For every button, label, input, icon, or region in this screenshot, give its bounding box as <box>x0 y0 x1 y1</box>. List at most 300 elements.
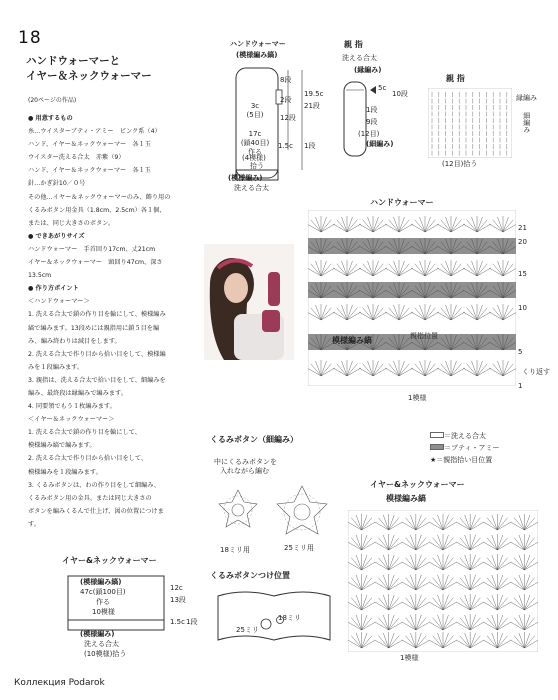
ear-chart-1mo: 1模様 <box>400 654 419 662</box>
hand-schematic-pattern: (模様編み縞) <box>236 51 278 59</box>
thumb-edge: (縁編み) <box>354 66 382 74</box>
fan-stitch <box>378 538 388 550</box>
fan-stitch <box>438 555 443 570</box>
fan-stitch <box>470 578 480 590</box>
fan-stitch <box>351 598 361 610</box>
instruction-line: その他…イヤー＆ネックウォーマーのみ、飾り用の <box>28 193 171 201</box>
fan-stitch <box>373 312 387 320</box>
fan-stitch <box>524 595 529 610</box>
fan-stitch <box>348 622 362 630</box>
fan-stitch <box>347 264 357 276</box>
fan-stitch <box>443 640 457 648</box>
fan-stitch <box>460 518 470 530</box>
fan-stitch <box>497 578 507 590</box>
thumb-main: (細編み) <box>366 140 394 148</box>
fan-stitch <box>441 364 451 376</box>
fan-stitch <box>415 220 425 232</box>
fan-stitch <box>470 615 475 630</box>
button-section <box>206 434 346 674</box>
button-18mm-label: 18ミリ用 <box>220 546 250 554</box>
fan-stitch <box>497 595 502 610</box>
fan-stitch <box>470 515 475 530</box>
fan-stitch <box>443 515 448 530</box>
fan-stitch <box>389 578 399 590</box>
fan-stitch <box>443 615 448 630</box>
fan-stitch <box>492 633 497 648</box>
fan-stitch <box>389 535 394 550</box>
instruction-line: 模様編み縞で編みます。 <box>28 442 96 450</box>
fan-stitch <box>463 268 477 276</box>
ear-13dan: 13段 <box>170 596 186 604</box>
fan-stitch <box>489 368 503 376</box>
fan-stitch <box>443 518 453 530</box>
fan-stitch <box>383 555 388 570</box>
fan-stitch <box>333 224 347 232</box>
fan-stitch <box>441 264 451 276</box>
thumb-chart-grid <box>428 88 512 158</box>
ear-schematic-pattern: (模様編み縞) <box>80 578 122 586</box>
fan-stitch <box>399 364 409 376</box>
fan-stitch <box>378 618 388 630</box>
page-title <box>26 54 152 84</box>
instruction-line: または、同じ大きさのボタン。 <box>28 219 115 227</box>
fan-stitch <box>524 555 529 570</box>
fan-stitch <box>437 368 451 376</box>
fan-stitch <box>433 618 443 630</box>
fan-stitch <box>463 368 477 376</box>
instructions <box>28 112 206 531</box>
fan-stitch <box>389 636 399 648</box>
fan-stitch <box>465 535 470 550</box>
fan-stitch <box>362 618 372 630</box>
fan-stitch <box>467 220 477 232</box>
fan-stitch <box>410 515 415 530</box>
fan-stitch <box>497 636 507 648</box>
fan-stitch <box>511 622 525 630</box>
fan-stitch <box>416 538 426 550</box>
label-3c: 3c <box>250 102 260 110</box>
fan-stitch <box>497 575 502 590</box>
fan-stitch <box>470 575 475 590</box>
fan-stitch <box>493 220 503 232</box>
fan-stitch <box>472 261 477 276</box>
fan-stitch <box>342 361 347 376</box>
fan-stitch <box>524 578 534 590</box>
fan-stitch <box>416 558 426 570</box>
fan-stitch <box>363 364 373 376</box>
fan-stitch <box>333 312 347 320</box>
title-line-2: イヤー＆ネックウォーマー <box>26 70 152 83</box>
fan-stitch <box>460 636 470 648</box>
instruction-line: ＜イヤー＆ネックウォーマー＞ <box>28 416 115 424</box>
fan-stitch <box>389 622 403 630</box>
instruction-line: 2. 洗える合太で作り目から拾い目をして、 <box>28 455 148 463</box>
fan-stitch <box>429 622 443 630</box>
legend-swatch-2 <box>430 444 444 450</box>
fan-stitch <box>359 368 373 376</box>
hand-schematic-title: ハンドウォーマー <box>230 40 286 48</box>
fan-stitch <box>347 268 361 276</box>
fan-stitch <box>347 361 352 376</box>
fan-stitch <box>425 308 435 320</box>
fan-stitch <box>389 515 394 530</box>
fan-stitch <box>373 361 378 376</box>
fan-stitch <box>503 268 516 276</box>
instruction-line: ● 用意するもの <box>28 115 73 122</box>
fan-stitch <box>402 522 416 530</box>
fan-stitch <box>416 555 421 570</box>
hand-chart <box>300 198 550 408</box>
thumb-chart-title: 親 指 <box>446 74 465 83</box>
fan-stitch <box>446 217 451 232</box>
fan-stitch <box>503 308 513 320</box>
fan-stitch <box>489 312 503 320</box>
fan-stitch <box>493 264 503 276</box>
fan-stitch <box>470 633 475 648</box>
fan-stitch <box>356 535 361 550</box>
fan-stitch <box>503 220 513 232</box>
fan-stitch <box>519 535 524 550</box>
fan-stitch <box>337 264 347 276</box>
fan-stitch <box>399 217 404 232</box>
fan-stitch <box>373 368 387 376</box>
fan-stitch <box>503 364 513 376</box>
fan-stitch <box>483 522 497 530</box>
button-charts <box>208 482 338 552</box>
label-5me: (5目) <box>246 110 264 119</box>
fan-stitch <box>451 224 465 232</box>
fan-stitch <box>477 305 482 320</box>
label-8dan: 8段 <box>280 76 292 84</box>
fan-stitch <box>321 261 326 276</box>
button-18mm-chart <box>219 490 257 527</box>
button-title: くるみボタン（細編み） <box>210 435 298 444</box>
fan-stitch <box>451 364 461 376</box>
ear-47c: 47c(鎖100目) <box>80 588 126 596</box>
fan-stitch <box>443 582 457 590</box>
fan-stitch <box>415 364 425 376</box>
fan-stitch <box>443 558 453 570</box>
fan-stitch <box>406 598 416 610</box>
instruction-line: イヤー＆ネックウォーマー 頭回り47cm、深さ <box>28 259 163 267</box>
fan-stitch <box>342 305 347 320</box>
thumb-title: 親 指 <box>344 40 363 49</box>
fan-stitch <box>451 261 456 276</box>
fan-stitch <box>411 268 425 276</box>
fan-stitch <box>460 598 470 610</box>
fan-stitch <box>477 368 491 376</box>
fan-stitch <box>497 582 511 590</box>
fan-stitch <box>416 578 426 590</box>
fan-stitch <box>477 312 491 320</box>
fan-stitch <box>487 558 497 570</box>
legend <box>430 432 550 464</box>
fan-stitch <box>416 636 426 648</box>
fan-stitch <box>492 515 497 530</box>
fan-stitch <box>375 602 389 610</box>
fan-stitch <box>425 261 430 276</box>
fan-stitch <box>465 615 470 630</box>
fan-stitch <box>443 562 457 570</box>
fan-stitch <box>351 558 361 570</box>
fan-stitch <box>451 361 456 376</box>
fan-stitch <box>446 305 451 320</box>
ear-schematic <box>40 556 200 676</box>
fan-stitch <box>524 535 529 550</box>
ear-1-5c: 1.5c <box>170 618 185 626</box>
instruction-line: くるみボタン用の金具、または同じ大きさの <box>28 494 152 502</box>
fan-stitch <box>362 522 376 530</box>
fan-stitch <box>416 615 421 630</box>
fan-stitch <box>477 220 487 232</box>
button-note-1: 中にくるみボタンを <box>214 458 277 466</box>
fan-stitch <box>385 224 399 232</box>
fan-stitch <box>375 582 389 590</box>
fan-stitch <box>399 305 404 320</box>
instruction-line: ハンド、イヤー＆ネックウォーマー 各１玉 <box>28 141 151 149</box>
fan-stitch <box>456 602 470 610</box>
thumb-1dan: 1段 <box>366 106 378 114</box>
row-10: 10 <box>518 304 527 312</box>
fan-stitch <box>487 578 497 590</box>
fan-stitch <box>524 515 529 530</box>
fan-stitch <box>394 361 399 376</box>
fan-stitch <box>470 538 480 550</box>
fan-stitch <box>437 224 451 232</box>
fan-stitch <box>406 538 416 550</box>
fan-stitch <box>487 636 497 648</box>
fan-stitch <box>425 361 430 376</box>
fan-stitch <box>333 368 347 376</box>
fan-stitch <box>524 562 538 570</box>
fan-stitch <box>433 636 443 648</box>
fan-stitch <box>394 217 399 232</box>
fan-stitch <box>492 535 497 550</box>
fan-stitch <box>363 264 373 276</box>
fan-stitch <box>472 217 477 232</box>
button-25mm-chart <box>277 486 327 534</box>
fan-stitch <box>321 364 331 376</box>
hand-chart-grid <box>308 210 516 386</box>
fan-stitch <box>378 558 388 570</box>
fan-stitch <box>321 308 331 320</box>
fan-stitch <box>498 305 503 320</box>
label-17c: 17c <box>248 130 262 138</box>
fan-stitch <box>456 562 470 570</box>
fan-stitch <box>437 312 451 320</box>
fan-stitch <box>362 535 367 550</box>
fan-stitch <box>503 264 513 276</box>
button-pos-25: 25ミリ <box>236 626 259 634</box>
ear-chart-pattern: 模様編み縞 <box>386 494 426 503</box>
fan-stitch <box>460 558 470 570</box>
fan-stitch <box>373 305 378 320</box>
fan-stitch <box>511 522 525 530</box>
fan-stitch <box>467 264 477 276</box>
fan-stitch <box>347 368 361 376</box>
fan-stitch <box>316 361 321 376</box>
fan-stitch <box>438 615 443 630</box>
fan-stitch <box>511 640 525 648</box>
hand-warmer-schematic <box>218 40 338 200</box>
fan-stitch <box>348 602 362 610</box>
fan-stitch <box>524 538 534 550</box>
instruction-line: ハンド、イヤー＆ネックウォーマー 各１玉 <box>28 167 151 175</box>
ear-bottom-yarn: 洗える合太 <box>84 640 119 648</box>
fan-stitch <box>385 268 399 276</box>
label-hiro: 拾う <box>250 162 264 170</box>
fan-stitch <box>511 582 525 590</box>
fan-stitch <box>373 217 378 232</box>
button-position-drawing <box>214 586 334 650</box>
fan-stitch <box>383 633 388 648</box>
fan-stitch <box>348 582 362 590</box>
fan-stitch <box>433 518 443 530</box>
fan-stitch <box>483 640 497 648</box>
fan-stitch <box>385 368 399 376</box>
fan-stitch <box>477 224 491 232</box>
fan-stitch <box>425 268 439 276</box>
fan-stitch <box>425 264 435 276</box>
label-21dan: 21段 <box>304 102 320 110</box>
fan-stitch <box>375 622 389 630</box>
fan-stitch <box>465 515 470 530</box>
fan-stitch <box>524 558 534 570</box>
fan-stitch <box>429 522 443 530</box>
fan-stitch <box>497 538 507 550</box>
thumb-schematic <box>340 40 420 160</box>
instruction-line: 2. 洗える合太で作り目から拾い目をして、模様編 <box>28 350 166 358</box>
fan-stitch <box>519 595 524 610</box>
fan-stitch <box>415 308 425 320</box>
fan-stitch <box>378 636 388 648</box>
instruction-line: す。 <box>28 520 40 528</box>
fan-stitch <box>443 602 457 610</box>
fan-stitch <box>477 261 482 276</box>
fan-stitch <box>402 582 416 590</box>
fan-stitch <box>416 582 430 590</box>
fan-stitch <box>497 535 502 550</box>
fan-stitch <box>497 615 502 630</box>
fan-stitch <box>489 224 503 232</box>
instruction-line: 模様編みを１段編みます。 <box>28 468 102 476</box>
fan-stitch <box>519 555 524 570</box>
fan-stitch <box>362 558 372 570</box>
fan-stitch <box>347 261 352 276</box>
fan-stitch <box>524 518 534 530</box>
fan-stitch <box>443 542 457 550</box>
fan-stitch <box>514 518 524 530</box>
fan-stitch <box>477 264 487 276</box>
fan-stitch <box>519 615 524 630</box>
fan-stitch <box>433 578 443 590</box>
fan-stitch <box>425 312 439 320</box>
fan-stitch <box>359 312 373 320</box>
fan-stitch <box>356 575 361 590</box>
fan-stitch <box>373 224 387 232</box>
instruction-line: ハンドウォーマー 手首回り17cm、丈21cm <box>28 245 156 253</box>
legend-item-3 <box>430 456 550 465</box>
fan-stitch <box>497 602 511 610</box>
fan-stitch <box>420 261 425 276</box>
fan-stitch <box>351 578 361 590</box>
fan-stitch <box>438 575 443 590</box>
fan-stitch <box>389 542 403 550</box>
fan-stitch <box>399 220 409 232</box>
thumb-5c: 5c <box>378 84 387 92</box>
fan-stitch <box>362 542 376 550</box>
fan-stitch <box>363 220 373 232</box>
fan-stitch <box>443 633 448 648</box>
instruction-line: 3. 親指は、洗える合太で拾い目をして、細編みを <box>28 376 166 384</box>
fan-stitch <box>443 595 448 610</box>
fan-stitch <box>362 615 367 630</box>
fan-stitch <box>308 368 321 376</box>
fan-stitch <box>362 555 367 570</box>
fan-stitch <box>519 575 524 590</box>
fan-stitch <box>514 618 524 630</box>
fan-stitch <box>524 575 529 590</box>
fan-stitch <box>416 518 426 530</box>
fan-stitch <box>337 364 347 376</box>
fan-stitch <box>416 622 430 630</box>
fan-stitch <box>406 578 416 590</box>
fan-stitch <box>498 217 503 232</box>
fan-stitch <box>465 633 470 648</box>
ear-schematic-title: イヤー&ネックウォーマー <box>62 556 157 565</box>
fan-stitch <box>321 312 335 320</box>
fan-stitch <box>470 636 480 648</box>
fan-stitch <box>425 217 430 232</box>
legend-label-1: ＝洗える合太 <box>444 432 486 440</box>
fan-stitch <box>362 518 372 530</box>
fan-stitch <box>375 640 389 648</box>
fan-stitch <box>394 261 399 276</box>
fan-stitch <box>477 217 482 232</box>
thumb-yarn: 洗える合太 <box>342 54 377 62</box>
fan-stitch <box>420 305 425 320</box>
fan-stitch <box>472 361 477 376</box>
fan-stitch <box>470 640 484 648</box>
instruction-line: 1. 洗える合太で鎖の作り目を輪にして、 <box>28 429 141 437</box>
hand-3c <box>244 102 266 120</box>
fan-stitch <box>477 361 482 376</box>
footer-text: Коллекция Podarok <box>14 678 105 688</box>
fan-stitch <box>492 555 497 570</box>
ear-10mo: 10模様 <box>92 608 115 616</box>
fan-stitch <box>429 640 443 648</box>
fan-stitch <box>420 361 425 376</box>
fan-stitch <box>443 622 457 630</box>
fan-stitch <box>451 268 465 276</box>
fan-stitch <box>356 633 361 648</box>
instruction-line: ● 作り方ポイント <box>28 285 79 293</box>
fan-stitch <box>347 364 357 376</box>
fan-stitch <box>463 224 477 232</box>
fan-stitch <box>429 582 443 590</box>
fan-stitch <box>492 575 497 590</box>
legend-swatch-1 <box>430 432 444 438</box>
fan-stitch <box>498 361 503 376</box>
fan-stitch <box>351 538 361 550</box>
fan-stitch <box>470 522 484 530</box>
fan-stitch <box>389 633 394 648</box>
fan-stitch <box>410 575 415 590</box>
thumb-chart-main: 細編み <box>522 112 531 133</box>
fan-stitch <box>416 618 426 630</box>
fan-stitch <box>362 622 376 630</box>
fan-stitch <box>438 595 443 610</box>
